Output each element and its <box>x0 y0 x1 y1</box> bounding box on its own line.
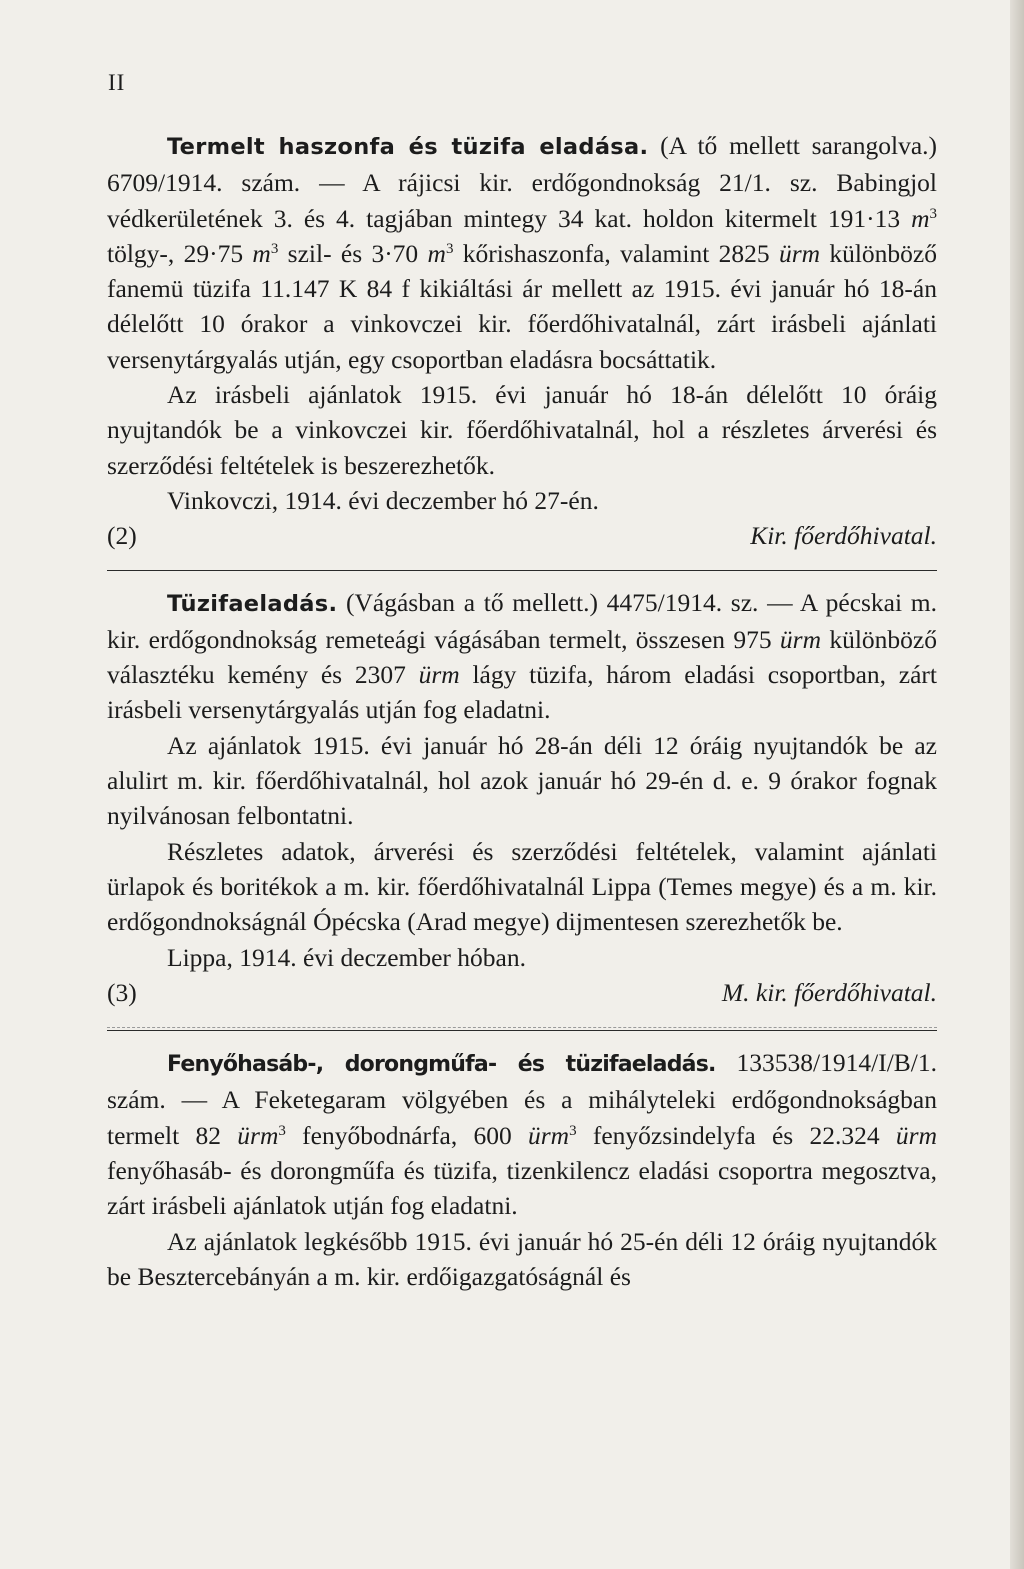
ad3-title: Fenyőhasáb-, dorongműfa- és tüzifaeladás. <box>167 1052 716 1078</box>
ad1-signature-line <box>107 518 937 553</box>
ad3-paragraph-1: Fenyőhasáb-, dorongműfa- és tüzifaeladás. 133538/1914/I/B/1. szám. — A Feketegaram völgyében és a mihályteleki erdőgondnokságban termelt 82 ürm$^3$ fenyőbodnárfa, 600 ürm$^3$ fenyőzsindelyfa és 22.324 ürm fenyőhasáb- és dorongműfa és tüzifa, tizenkilencz eladási csoportra megosztva, zárt irásbeli ajánlatok utján fog eladatni. <box>107 1048 938 1221</box>
ad3-paragraph-2: Az ajánlatok legkésőbb 1915. évi január hó 25-én déli 12 óráig nyujtandók be Besztercebányán a m. kir. erdőigazgatóságnál és <box>107 1226 937 1291</box>
ad2-paragraph-3: Részletes adatok, árverési és szerződési feltételek, valamint ajánlati ürlapok és boritékok a m. kir. főerdőhivatalnál Lippa (Temes megye) és a m. kir. erdőgondnokságnál Ópécska (Arad megye) dijmentesen szerezhetők be. <box>107 836 937 937</box>
page-number: II <box>108 70 126 95</box>
ad2-place-date: Lippa, 1914. évi deczember hóban. <box>167 942 526 972</box>
ad2-signature-line <box>107 975 937 1010</box>
ad1-number: (2) <box>107 521 137 551</box>
divider-1 <box>107 570 937 571</box>
ad1-paragraph-2: Az irásbeli ajánlatok 1915. évi január hó 18-án délelőtt 10 óráig nyujtandók be a vinkovczei kir. főerdőhivatalnál, hol a részletes árverési és szerződési feltételek is beszerezhetők. <box>107 380 937 480</box>
ad2-paragraph-2: Az ajánlatok 1915. évi január hó 28-án déli 12 óráig nyujtandók be az alulirt m. kir. főerdőhivatalnál, hol azok január hó 29-én d. e. 9 órakor fognak nyilvánosan felbontatni. <box>107 730 937 831</box>
ad2-number: (3) <box>107 977 137 1007</box>
page-edge <box>1010 0 1024 1569</box>
ad2-paragraph-1: Tüzifaeladás. (Vágásban a tő mellett.) 4475/1914. sz. — A pécskai m. kir. erdőgondnokság remeteági vágásában termelt, összesen 975 ürm különböző választéku kemény és 2307 ürm lágy tüzifa, három eladási csoportban, zárt irásbeli versenytárgyalás utján fog eladatni. <box>107 587 937 725</box>
page-content <box>107 128 937 1294</box>
ad1-paragraph-1: Termelt haszonfa és tüzifa eladása. (A tő mellett sarangolva.) 6709/1914. szám. — A rájicsi kir. erdőgondnokság 21/1. sz. Babingjol védkerületének 3. és 4. tagjában mintegy 34 kat. holdon kitermelt 191·13 $m^3$ tölgy-, 29·75 $m^3$ szil- és 3·70 $m^3$ kőrishaszonfa, valamint 2825 ürm különböző fanemü tüzifa 11.147 K 84 f kikiáltási ár mellett az 1915. évi január hó 18-án délelőtt 10 órakor a vinkovczei kir. főerdőhivatalnál, zárt irásbeli ajánlati versenytárgyalás utján, egy csoportban eladásra bocsáttatik. <box>107 131 938 374</box>
ad2-title: Tüzifaeladás. <box>167 590 338 617</box>
ad1-title: Termelt haszonfa és tüzifa eladása. <box>167 134 649 160</box>
divider-2 <box>107 1030 937 1031</box>
ad1-place-date: Vinkovczi, 1914. évi deczember hó 27-én. <box>167 485 599 515</box>
ad1-signature: Kir. főerdőhivatal. <box>750 521 937 551</box>
ad2-signature: M. kir. főerdőhivatal. <box>721 977 937 1007</box>
